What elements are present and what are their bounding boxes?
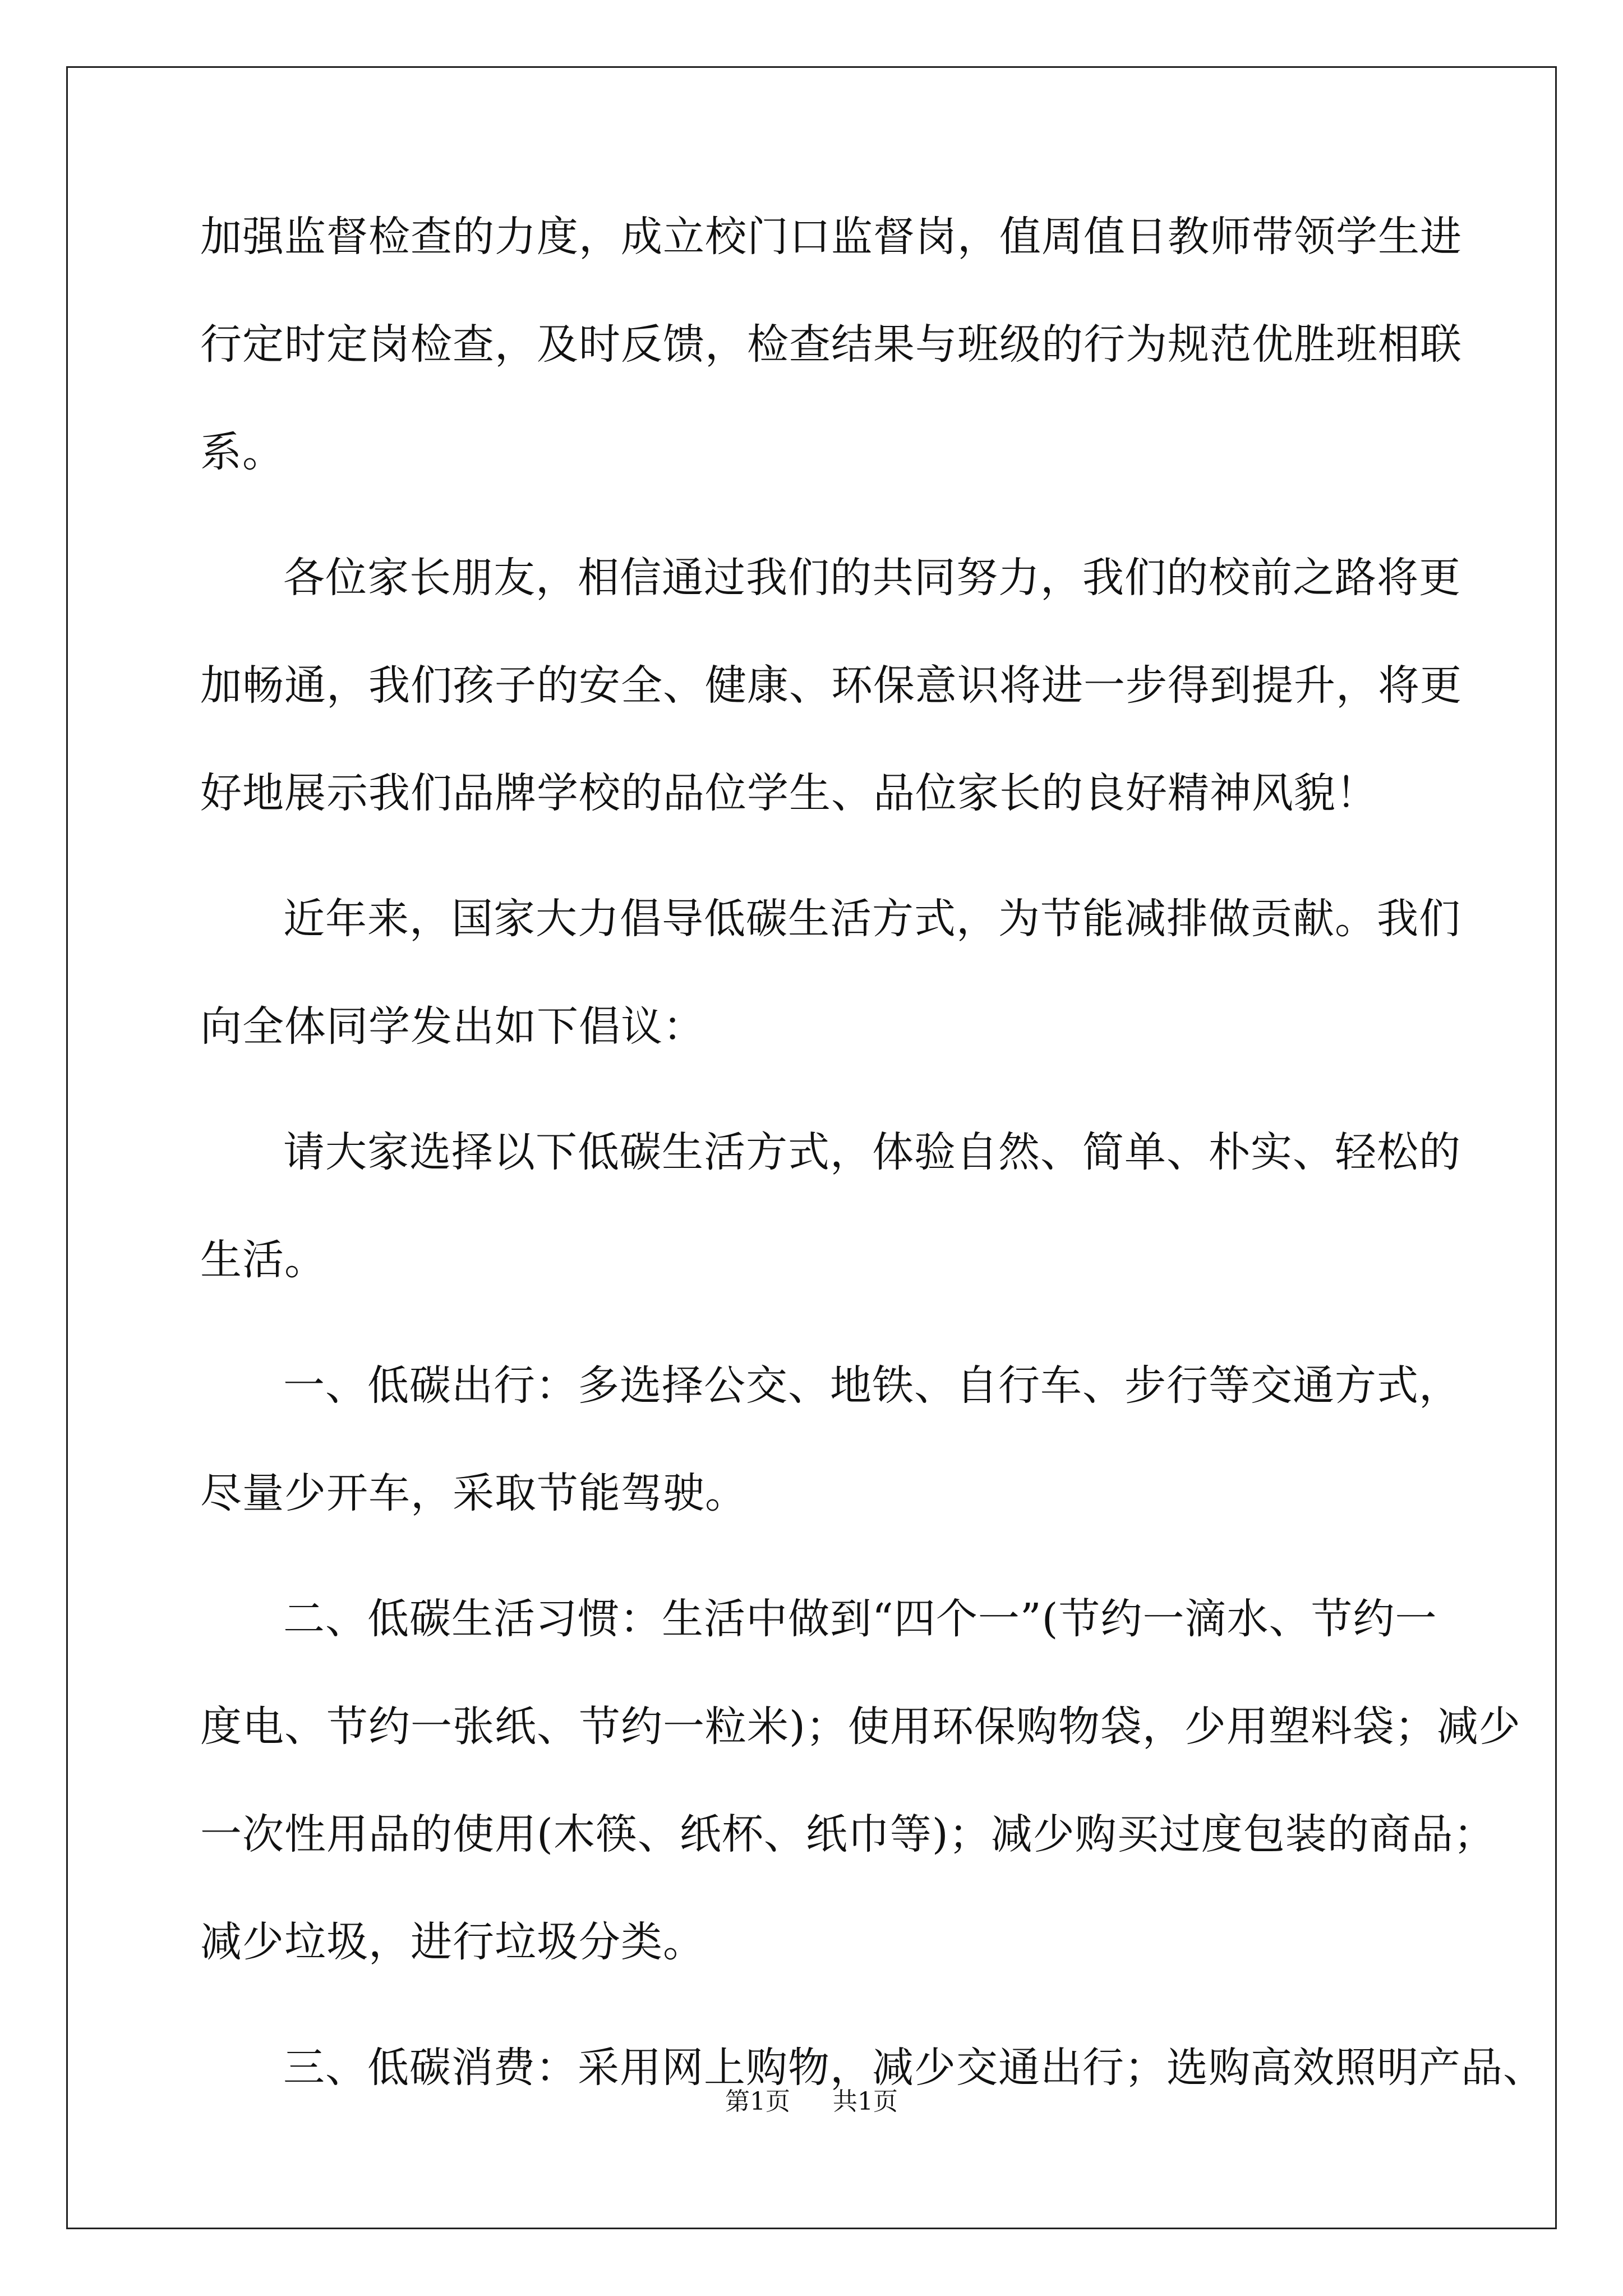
text-line: 度电、节约一张纸、节约一粒米)；使用环保购物袋，少用塑料袋；减少 — [200, 1703, 1521, 1751]
text-line: 生活。 — [200, 1236, 326, 1284]
text-line: 一次性用品的使用(木筷、纸杯、纸巾等)；减少购买过度包装的商品； — [200, 1810, 1496, 1858]
text-line: 向全体同学发出如下倡议： — [200, 1002, 705, 1051]
text-line: 减少垃圾，进行垃圾分类。 — [200, 1918, 705, 1966]
text-line: 行定时定岗检查，及时反馈，检查结果与班级的行为规范优胜班相联 — [200, 320, 1462, 369]
paragraph-start-line: 请大家选择以下低碳生活方式，体验自然、简单、朴实、轻松的 — [283, 1128, 1461, 1176]
text-line: 好地展示我们品牌学校的品位学生、品位家长的良好精神风貌！ — [200, 769, 1378, 817]
text-line: 系。 — [200, 428, 284, 476]
paragraph-start-line: 二、低碳生活习惯：生活中做到“四个一”(节约一滴水、节约一 — [283, 1595, 1437, 1643]
paragraph-start-line: 近年来，国家大力倡导低碳生活方式，为节能减排做贡献。我们 — [283, 895, 1461, 943]
text-line: 加强监督检查的力度，成立校门口监督岗，值周值日教师带领学生进 — [200, 213, 1462, 261]
paragraph-start-line: 三、低碳消费：采用网上购物，减少交通出行；选购高效照明产品、 — [283, 2044, 1545, 2092]
paragraph-start-line: 各位家长朋友，相信通过我们的共同努力，我们的校前之路将更 — [283, 554, 1461, 602]
text-line: 尽量少开车，采取节能驾驶。 — [200, 1469, 747, 1517]
document-body — [200, 213, 1545, 2155]
text-line: 加畅通，我们孩子的安全、健康、环保意识将进一步得到提升，将更 — [200, 661, 1462, 710]
page-number-current: 第1页 — [725, 2087, 790, 2116]
page-footer — [0, 2087, 1623, 2116]
paragraph-start-line: 一、低碳出行：多选择公交、地铁、自行车、步行等交通方式， — [283, 1361, 1461, 1410]
page-number-total: 共1页 — [833, 2087, 898, 2116]
